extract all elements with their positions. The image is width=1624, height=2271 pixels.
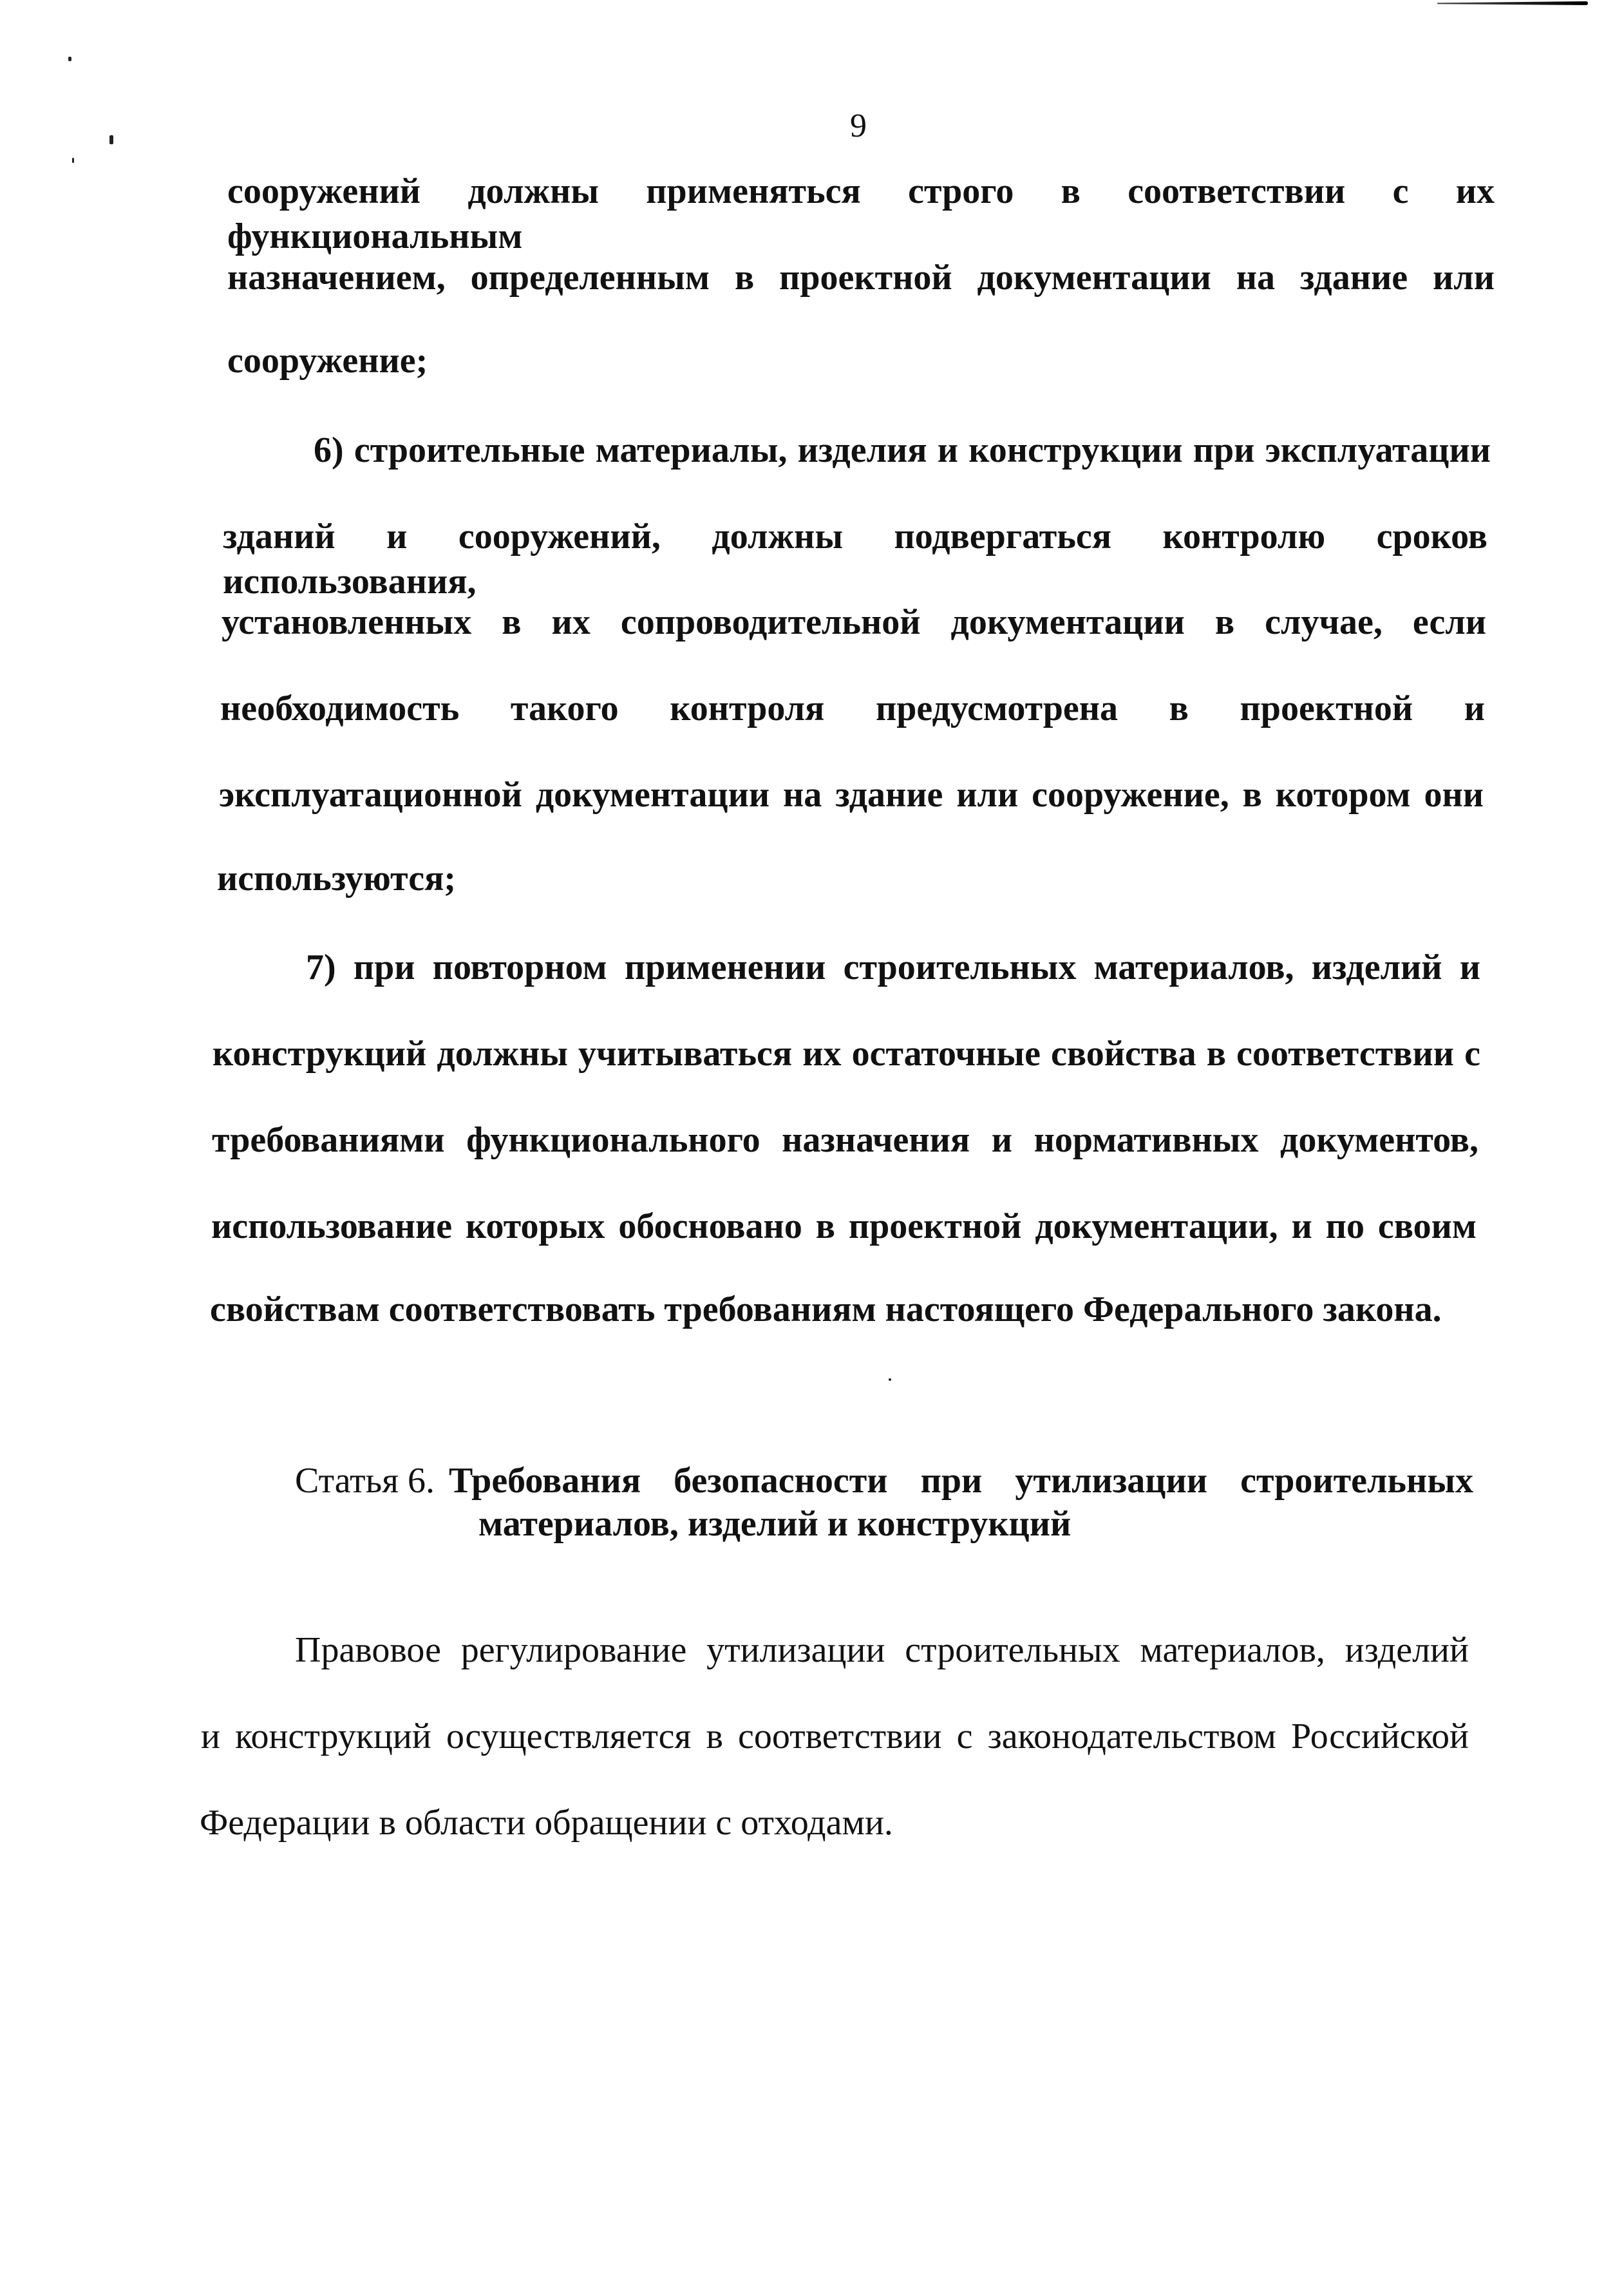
text-line: зданий и сооружений, должны подвергаться контролю сроков использования, [223,517,1487,602]
article-title-line-2: материалов, изделий и конструкций [478,1504,1072,1544]
scan-speck [889,1378,891,1381]
scan-speck [68,57,71,61]
text-line: Федерации в области обращении с отходами. [200,1803,893,1843]
text-line: и конструкций осуществляется в соответствии с законодательством Российской [201,1716,1469,1756]
text-line: сооружений должны применяться строго в соответствии с их функциональным [227,171,1495,256]
text-line: конструкций должны учитываться их остаточные свойства в соответствии с [212,1034,1480,1074]
text-line: требованиями функционального назначения и нормативных документов, [212,1120,1478,1160]
article-title-line-1: Требования безопасности при утилизации строительных [448,1461,1473,1501]
text-line: свойствам соответствовать требованиям настоящего Федерального закона. [210,1289,1442,1329]
text-line: сооружение; [227,341,428,381]
text-line: эксплуатационной документации на здание или сооружение, в котором они [219,775,1484,815]
article-label: Статья 6. [295,1461,435,1501]
text-line: 6) строительные материалы, изделия и конструкции при эксплуатации [314,430,1491,470]
scan-speck [109,135,113,144]
text-line: Правовое регулирование утилизации строительных материалов, изделий [295,1630,1469,1670]
text-line: необходимость такого контроля предусмотрена в проектной и [220,689,1485,728]
text-line: 7) при повторном применении строительных материалов, изделий и [306,947,1480,987]
text-line: установленных в их сопроводительной документации в случае, если [222,602,1486,642]
scan-edge-line [1437,1,1588,5]
scan-speck [72,158,74,163]
article-heading-line [295,1458,1473,1503]
text-line: назначением, определенным в проектной документации на здание или [227,258,1495,298]
text-line: использование которых обосновано в проектной документации, и по своим [211,1206,1477,1246]
text-line: используются; [217,859,457,898]
page-number: 9 [850,108,867,144]
